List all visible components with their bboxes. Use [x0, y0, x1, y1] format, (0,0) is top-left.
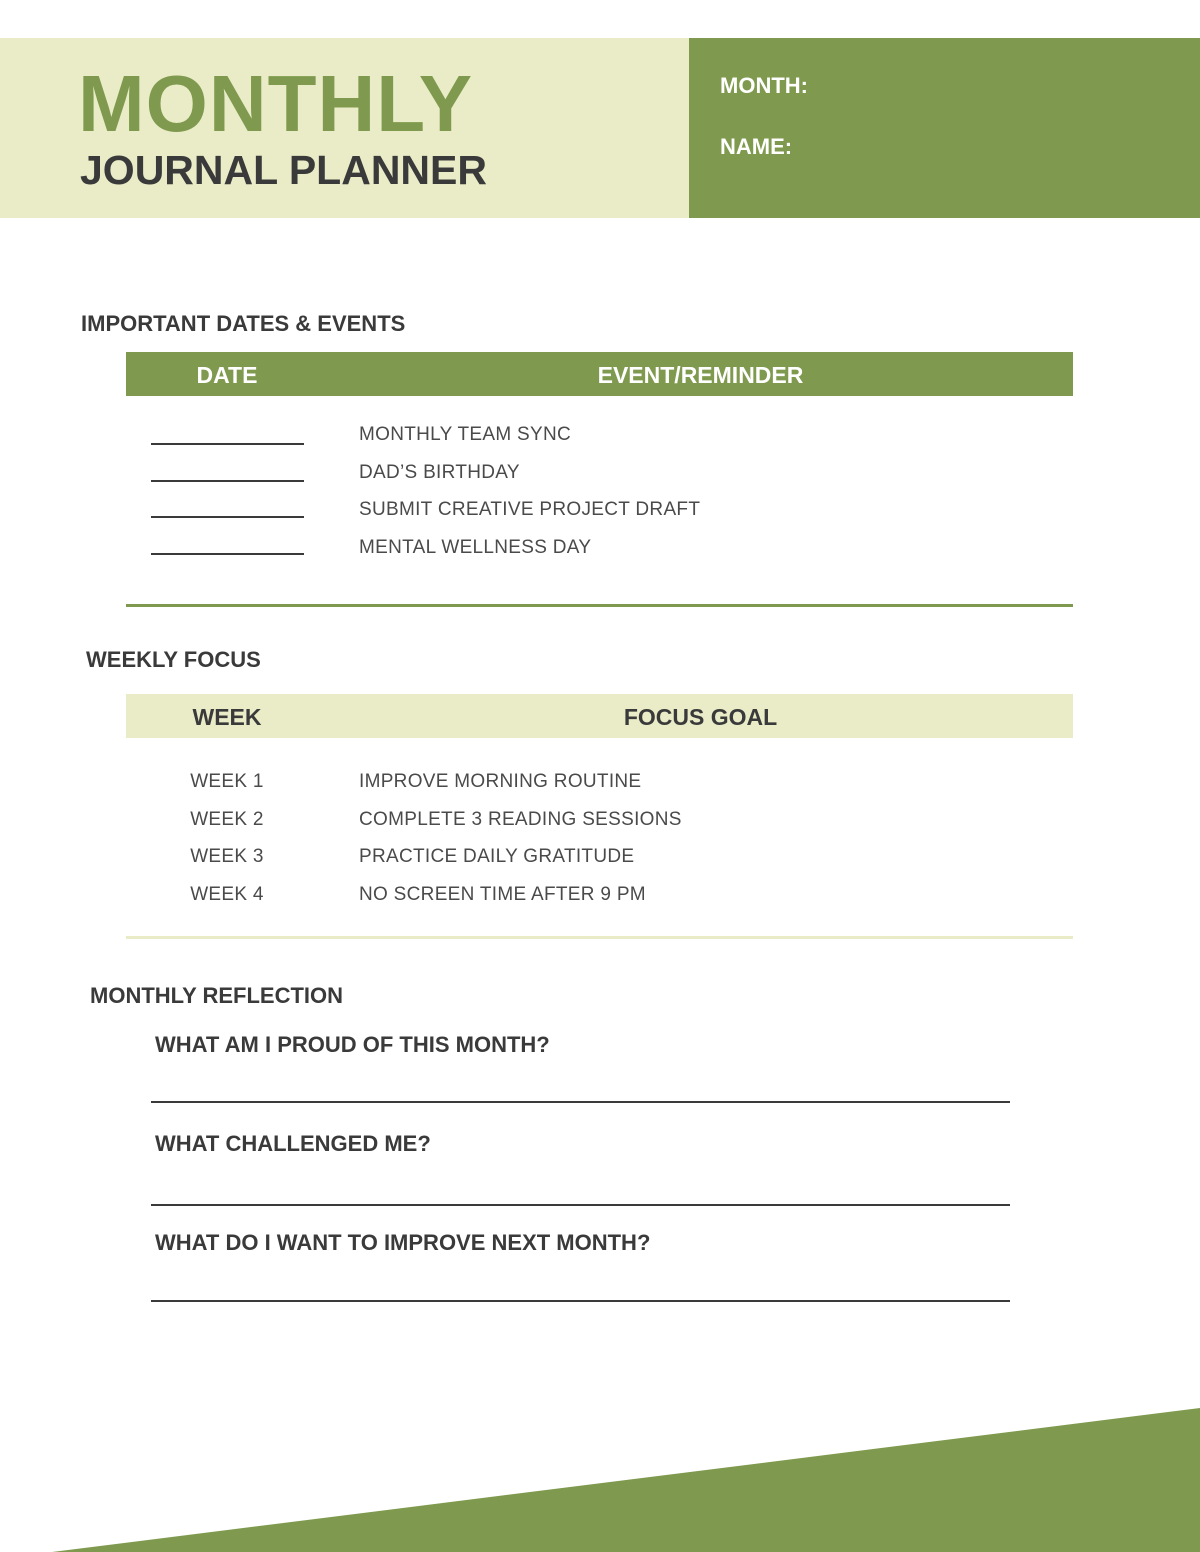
page-title: MONTHLY — [78, 59, 474, 148]
section-divider — [126, 604, 1073, 607]
week-column-header: WEEK — [192, 704, 262, 730]
goal-column-header: FOCUS GOAL — [623, 704, 778, 730]
focus-goal: PRACTICE DAILY GRATITUDE — [359, 846, 635, 867]
reflection-question: WHAT CHALLENGED ME? — [155, 1131, 431, 1156]
event-row: MONTHLY TEAM SYNC — [359, 424, 572, 445]
date-blank-line[interactable] — [151, 443, 304, 445]
week-label: WEEK 2 — [190, 809, 264, 830]
answer-line[interactable] — [151, 1300, 1010, 1302]
date-blank-line[interactable] — [151, 516, 304, 518]
event-row: SUBMIT CREATIVE PROJECT DRAFT — [359, 499, 701, 520]
section-divider — [126, 936, 1073, 939]
footer-decoration — [0, 1400, 1200, 1552]
page-subtitle: JOURNAL PLANNER — [80, 147, 487, 193]
important-dates-title: IMPORTANT DATES & EVENTS — [81, 311, 406, 336]
focus-goal: IMPROVE MORNING ROUTINE — [359, 771, 642, 792]
date-blank-line[interactable] — [151, 553, 304, 555]
date-blank-line[interactable] — [151, 480, 304, 482]
focus-goal: NO SCREEN TIME AFTER 9 PM — [359, 884, 646, 905]
header-right-panel — [689, 38, 1200, 218]
focus-goal: COMPLETE 3 READING SESSIONS — [359, 809, 682, 830]
reflection-question: WHAT AM I PROUD OF THIS MONTH? — [155, 1032, 550, 1057]
answer-line[interactable] — [151, 1101, 1010, 1103]
month-field-label[interactable]: MONTH: — [720, 73, 808, 98]
answer-line[interactable] — [151, 1204, 1010, 1206]
date-column-header: DATE — [196, 362, 258, 388]
week-label: WEEK 4 — [190, 884, 264, 905]
event-row: DAD’S BIRTHDAY — [359, 462, 520, 483]
event-column-header: EVENT/REMINDER — [597, 362, 804, 388]
reflection-question: WHAT DO I WANT TO IMPROVE NEXT MONTH? — [155, 1230, 651, 1255]
week-label: WEEK 1 — [190, 771, 264, 792]
event-row: MENTAL WELLNESS DAY — [359, 537, 592, 558]
name-field-label[interactable]: NAME: — [720, 134, 793, 159]
week-label: WEEK 3 — [190, 846, 264, 867]
focus-table-header — [126, 694, 1073, 738]
dates-table-header — [126, 352, 1073, 396]
monthly-reflection-title: MONTHLY REFLECTION — [90, 983, 344, 1008]
weekly-focus-title: WEEKLY FOCUS — [86, 647, 261, 672]
